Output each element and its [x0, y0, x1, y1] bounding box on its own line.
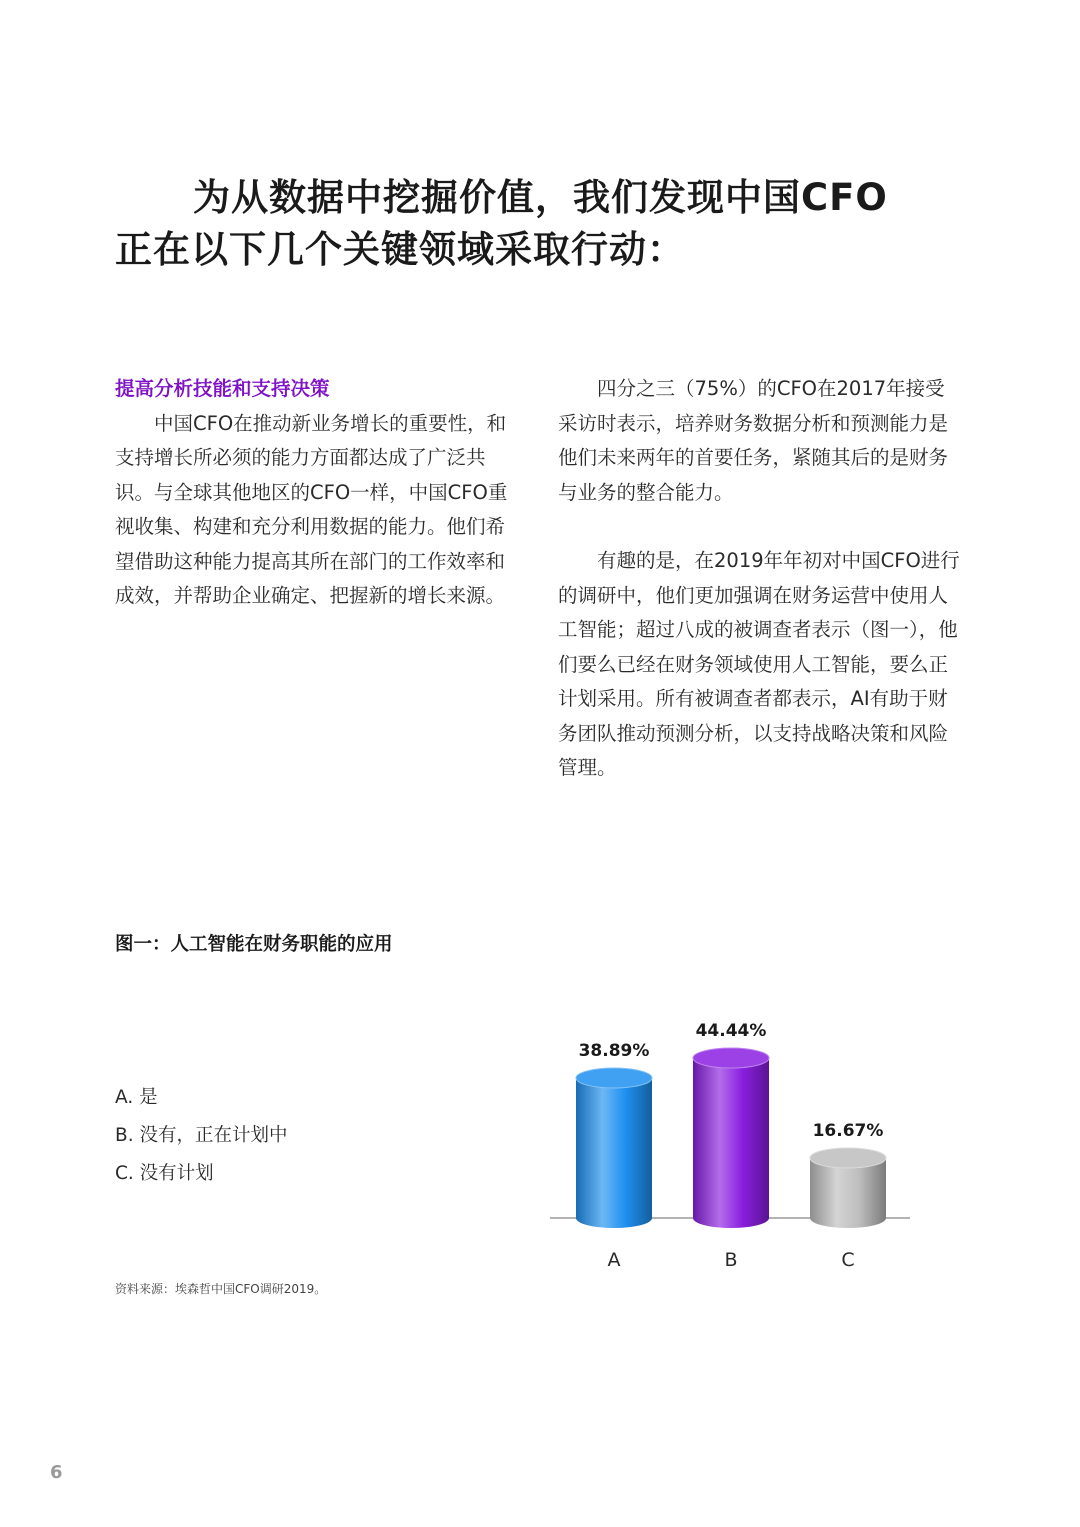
right-paragraph-2: 有趣的是，在2019年年初对中国CFO进行的调研中，他们更加强调在财务运营中使用人工智能；超过八成的被调查者表示（图一），他们要么已经在财务领域使用人工智能，要么正计划采用。所有被调查者都表示，AI有助于财务团队推动预测分析，以支持战略决策和风险管理。 [558, 549, 960, 779]
page-title-line-2: 正在以下几个关键领域采取行动： [115, 228, 685, 271]
data-label-a: 38.89% [578, 1040, 650, 1061]
bar-top-c [810, 1148, 886, 1168]
figure-title: 图一：人工智能在财务职能的应用 [115, 934, 393, 955]
legend-item-b: B. 没有，正在计划中 [115, 1125, 288, 1146]
section-heading: 提高分析技能和支持决策 [115, 377, 330, 400]
legend-item-a: A. 是 [115, 1087, 158, 1108]
right-column [558, 372, 963, 786]
right-paragraph-1: 四分之三（75%）的CFO在2017年接受采访时表示，培养财务数据分析和预测能力是他们未来两年的首要任务，紧随其后的是财务与业务的整合能力。 [558, 377, 949, 504]
x-tick-label-c: C [841, 1249, 855, 1271]
bar-top-b [693, 1048, 769, 1068]
x-tick-label-a: A [607, 1249, 621, 1271]
bar-chart-svg [540, 1010, 930, 1280]
x-tick-label-b: B [724, 1249, 738, 1271]
bar-top-a [576, 1068, 652, 1088]
data-label-b: 44.44% [695, 1021, 767, 1042]
page-number: 6 [50, 1462, 63, 1483]
bar-chart [540, 1010, 930, 1280]
page-title [115, 172, 975, 276]
bar-c [810, 1158, 886, 1228]
legend-item-c: C. 没有计划 [115, 1163, 214, 1184]
bar-a [576, 1078, 652, 1228]
source-note: 资料来源：埃森哲中国CFO调研2019。 [115, 1282, 327, 1296]
left-paragraph: 中国CFO在推动新业务增长的重要性，和支持增长所必须的能力方面都达成了广泛共识。与全球其他地区的CFO一样，中国CFO重视收集、构建和充分利用数据的能力。他们希望借助这种能力提高其所在部门的工作效率和成效，并帮助企业确定、把握新的增长来源。 [115, 411, 508, 607]
page-title-line-1: 为从数据中挖掘价值，我们发现中国CFO [193, 176, 888, 219]
data-label-c: 16.67% [812, 1120, 884, 1141]
bar-b [693, 1058, 769, 1228]
left-column [115, 372, 520, 614]
chart-legend [115, 1079, 287, 1193]
